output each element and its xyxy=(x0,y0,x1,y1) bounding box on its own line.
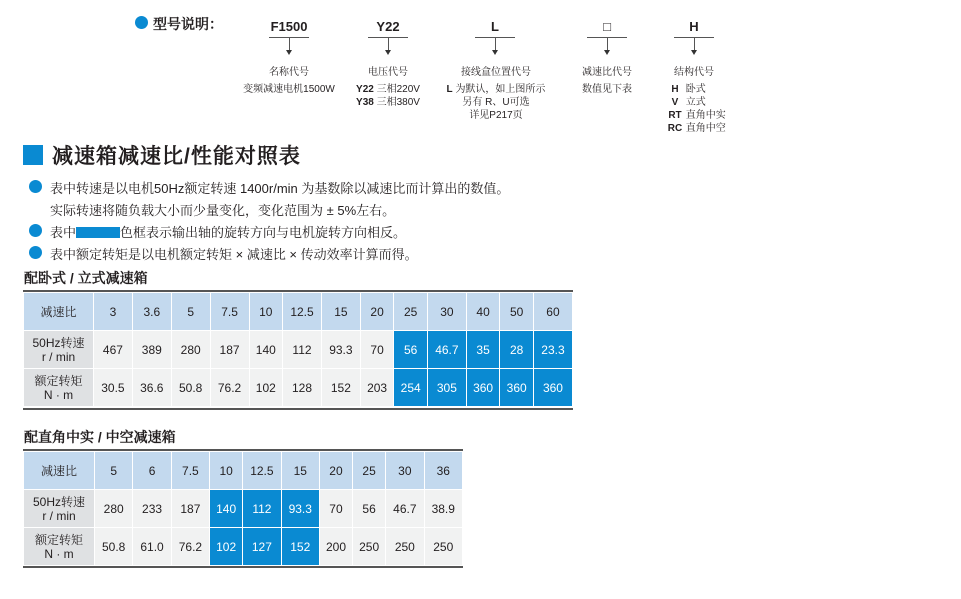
ratio-cell: 15 xyxy=(281,452,319,490)
torque-cell: 127 xyxy=(243,528,281,566)
desc-name-line: 变频减速电机1500W xyxy=(243,84,335,95)
ratio-cell: 30 xyxy=(386,452,424,490)
speed-cell: 93.3 xyxy=(321,331,360,369)
torque-cell: 128 xyxy=(283,369,322,407)
torque-cell: 50.8 xyxy=(171,369,210,407)
code-stem xyxy=(607,38,608,50)
speed-cell: 28 xyxy=(500,331,534,369)
section-title: 减速箱减速比/性能对照表 xyxy=(52,145,301,168)
torque-cell: 76.2 xyxy=(210,369,249,407)
torque-cell: 360 xyxy=(466,369,500,407)
ratio-cell: 10 xyxy=(249,293,283,331)
torque-label-line1: 额定转矩 xyxy=(34,373,83,388)
note-1a: 表中转速是以电机50Hz额定转速 1400r/min 为基数除以减速比而计算出的数值。 xyxy=(50,181,510,196)
torque-cell: 61.0 xyxy=(133,528,171,566)
structure-code: RC xyxy=(667,123,683,134)
structure-code: RT xyxy=(668,110,682,121)
model-title: 型号说明： xyxy=(153,16,223,32)
speed-cell: 23.3 xyxy=(533,331,572,369)
torque-cell: 102 xyxy=(210,528,243,566)
speed-cell: 233 xyxy=(133,490,171,528)
ratio-cell: 50 xyxy=(500,293,534,331)
ratio-cell: 12.5 xyxy=(243,452,281,490)
desc-junction-title: 接线盒位置代号 xyxy=(461,67,531,78)
desc-junction-line3: 详见P217页 xyxy=(469,110,523,121)
section-square-icon xyxy=(23,145,43,165)
torque-cell: 30.5 xyxy=(94,369,133,407)
ratio-cell: 20 xyxy=(319,452,352,490)
torque-cell: 250 xyxy=(424,528,462,566)
table1-ratio-row xyxy=(24,293,573,331)
torque-label-line2: N · m xyxy=(44,546,74,561)
bullet-dot-icon xyxy=(135,16,148,29)
table1-bottom-rule xyxy=(23,408,573,410)
structure-code: H xyxy=(671,84,679,95)
arrow-down-icon xyxy=(286,50,292,55)
torque-cell: 200 xyxy=(319,528,352,566)
desc-ratio-code xyxy=(562,66,652,96)
note-2-prefix: 表中 xyxy=(50,225,77,240)
speed-cell: 56 xyxy=(353,490,386,528)
table2-torque-row xyxy=(24,528,463,566)
torque-cell: 254 xyxy=(394,369,428,407)
desc-structure-list xyxy=(667,83,726,135)
ratio-cell: 25 xyxy=(353,452,386,490)
desc-voltage-code xyxy=(343,66,433,109)
torque-cell: 152 xyxy=(281,528,319,566)
ratio-cell: 5 xyxy=(95,452,133,490)
table1-speed-label xyxy=(24,331,94,369)
ratio-cell: 6 xyxy=(133,452,171,490)
structure-item xyxy=(667,122,726,135)
speed-cell: 280 xyxy=(95,490,133,528)
table2-title: 配直角中实 / 中空减速箱 xyxy=(24,429,176,445)
structure-text: 立式 xyxy=(685,97,706,108)
structure-item xyxy=(667,109,726,122)
structure-item xyxy=(667,83,726,96)
speed-cell: 70 xyxy=(360,331,394,369)
desc-voltage-title: 电压代号 xyxy=(368,67,408,78)
junction-l-text: 为默认，如上图所示 xyxy=(455,84,546,95)
arrow-down-icon xyxy=(492,50,498,55)
junction-l-code: L xyxy=(446,84,453,95)
desc-voltage-y38 xyxy=(343,96,433,109)
structure-text: 直角中实 xyxy=(685,110,726,121)
note-2 xyxy=(50,222,406,241)
ratio-cell: 36 xyxy=(424,452,462,490)
note-1b: 实际转速将随负载大小而少量变化，变化范围为 ± 5%左右。 xyxy=(50,203,396,218)
code-stem xyxy=(388,38,389,50)
torque-cell: 360 xyxy=(500,369,534,407)
ratio-cell: 60 xyxy=(533,293,572,331)
code-stem xyxy=(289,38,290,50)
structure-code: V xyxy=(671,97,679,108)
torque-cell: 50.8 xyxy=(95,528,133,566)
arrow-down-icon xyxy=(691,50,697,55)
table2-ratio-row xyxy=(24,452,463,490)
speed-cell: 467 xyxy=(94,331,133,369)
torque-cell: 360 xyxy=(533,369,572,407)
torque-cell: 102 xyxy=(249,369,283,407)
ratio-cell: 25 xyxy=(394,293,428,331)
speed-cell: 46.7 xyxy=(427,331,466,369)
table2-speed-row xyxy=(24,490,463,528)
ratio-cell: 30 xyxy=(427,293,466,331)
note-3: 表中额定转矩是以电机额定转矩 × 减速比 × 传动效率计算而得。 xyxy=(50,247,418,262)
model-code-4: □ xyxy=(603,19,611,34)
table2-ratio-label: 减速比 xyxy=(24,452,95,490)
code-stem xyxy=(694,38,695,50)
table2-bottom-rule xyxy=(23,566,463,568)
bullet-dot-icon xyxy=(29,180,42,193)
torque-label-line1: 额定转矩 xyxy=(34,532,83,547)
desc-structure-title: 结构代号 xyxy=(674,67,714,78)
ratio-cell: 10 xyxy=(210,452,243,490)
speed-cell: 46.7 xyxy=(386,490,424,528)
speed-cell: 70 xyxy=(319,490,352,528)
speed-cell: 187 xyxy=(171,490,209,528)
desc-voltage-y22 xyxy=(343,83,433,96)
desc-name-title: 名称代号 xyxy=(269,67,309,78)
speed-cell: 187 xyxy=(210,331,249,369)
ratio-cell: 40 xyxy=(466,293,500,331)
bullet-dot-icon xyxy=(29,224,42,237)
model-code-2: Y22 xyxy=(376,19,400,34)
speed-cell: 112 xyxy=(283,331,322,369)
desc-ratio-line: 数值见下表 xyxy=(582,84,632,95)
ratio-cell: 5 xyxy=(171,293,210,331)
table1-ratio-label: 减速比 xyxy=(24,293,94,331)
model-code-3: L xyxy=(491,19,499,34)
model-code-5: H xyxy=(689,19,699,34)
ratio-cell: 3.6 xyxy=(132,293,171,331)
ratio-cell: 7.5 xyxy=(210,293,249,331)
table1-title: 配卧式 / 立式减速箱 xyxy=(24,270,148,286)
ratio-cell: 7.5 xyxy=(171,452,209,490)
y38-text: 三相380V xyxy=(376,97,420,108)
speed-cell: 112 xyxy=(243,490,281,528)
table1-torque-row xyxy=(24,369,573,407)
speed-label-line1: 50Hz转速 xyxy=(32,335,85,350)
blue-box-swatch xyxy=(76,227,120,238)
speed-cell: 38.9 xyxy=(424,490,462,528)
ratio-cell: 3 xyxy=(94,293,133,331)
desc-junction-line2: 另有 R、U可选 xyxy=(462,97,530,108)
code-stem xyxy=(495,38,496,50)
table2 xyxy=(23,451,463,566)
torque-cell: 250 xyxy=(353,528,386,566)
speed-cell: 93.3 xyxy=(281,490,319,528)
speed-cell: 35 xyxy=(466,331,500,369)
torque-cell: 152 xyxy=(321,369,360,407)
desc-junction-code xyxy=(436,66,556,122)
speed-label-line1: 50Hz转速 xyxy=(32,494,85,509)
speed-cell: 140 xyxy=(249,331,283,369)
table1-speed-row xyxy=(24,331,573,369)
torque-cell: 203 xyxy=(360,369,394,407)
y38-code: Y38 xyxy=(356,97,374,108)
table2-speed-label xyxy=(24,490,95,528)
table1 xyxy=(23,292,573,407)
structure-item xyxy=(667,96,726,109)
ratio-cell: 20 xyxy=(360,293,394,331)
arrow-down-icon xyxy=(604,50,610,55)
torque-cell: 36.6 xyxy=(132,369,171,407)
model-code-1: F1500 xyxy=(270,19,308,34)
y22-code: Y22 xyxy=(356,84,374,95)
desc-name-code xyxy=(229,66,349,96)
desc-ratio-title: 减速比代号 xyxy=(582,67,632,78)
torque-cell: 76.2 xyxy=(171,528,209,566)
torque-cell: 250 xyxy=(386,528,424,566)
table2-torque-label xyxy=(24,528,95,566)
speed-cell: 280 xyxy=(171,331,210,369)
speed-cell: 56 xyxy=(394,331,428,369)
speed-label-line2: r / min xyxy=(41,349,76,364)
bullet-dot-icon xyxy=(29,246,42,259)
y22-text: 三相220V xyxy=(376,84,420,95)
structure-text: 卧式 xyxy=(685,84,706,95)
ratio-cell: 15 xyxy=(321,293,360,331)
torque-label-line2: N · m xyxy=(43,387,74,402)
structure-text: 直角中空 xyxy=(685,123,726,134)
arrow-down-icon xyxy=(385,50,391,55)
table1-torque-label xyxy=(24,369,94,407)
ratio-cell: 12.5 xyxy=(283,293,322,331)
desc-junction-line1 xyxy=(436,83,556,96)
note-2-suffix: 色框表示输出轴的旋转方向与电机旋转方向相反。 xyxy=(120,225,407,240)
speed-cell: 389 xyxy=(132,331,171,369)
speed-label-line2: r / min xyxy=(42,508,76,523)
torque-cell: 305 xyxy=(427,369,466,407)
speed-cell: 140 xyxy=(210,490,243,528)
